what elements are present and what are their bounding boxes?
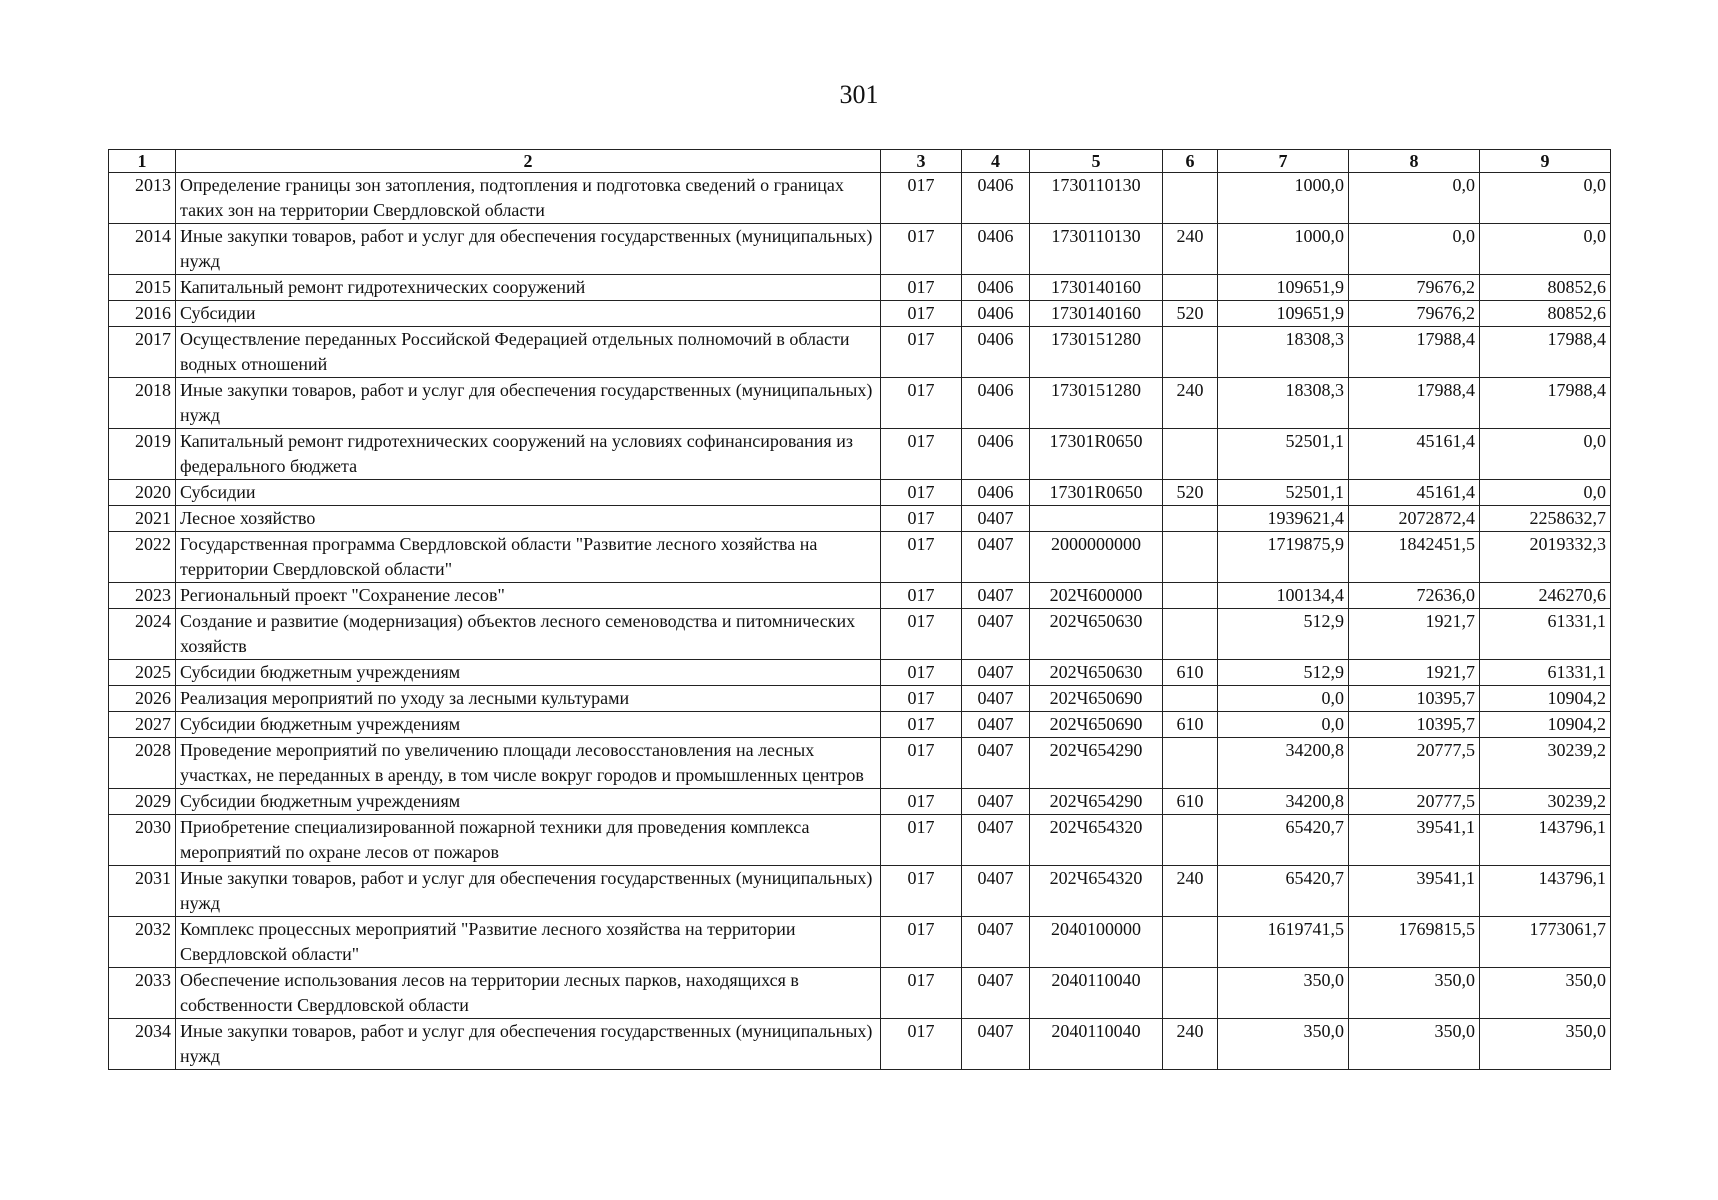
cell-col4: 0407 [962, 686, 1030, 712]
cell-col4: 0406 [962, 173, 1030, 224]
cell-col4: 0406 [962, 224, 1030, 275]
row-name: Проведение мероприятий по увеличению площади лесовосстановления на лесных участках, не переданных в аренду, в том числе вокруг городов и промышленных центров [176, 738, 881, 789]
row-number: 2014 [109, 224, 176, 275]
row-number: 2026 [109, 686, 176, 712]
cell-col4: 0406 [962, 378, 1030, 429]
cell-col7: 109651,9 [1218, 275, 1349, 301]
table-row [109, 686, 1611, 712]
cell-col9: 10904,2 [1480, 686, 1611, 712]
cell-col8: 2072872,4 [1349, 506, 1480, 532]
cell-col4: 0407 [962, 712, 1030, 738]
cell-col4: 0407 [962, 609, 1030, 660]
cell-col5: 2040110040 [1030, 968, 1163, 1019]
cell-col5: 1730151280 [1030, 327, 1163, 378]
cell-col9: 143796,1 [1480, 815, 1611, 866]
cell-col4: 0407 [962, 968, 1030, 1019]
cell-col6 [1163, 173, 1218, 224]
cell-col3: 017 [881, 968, 962, 1019]
row-name: Иные закупки товаров, работ и услуг для обеспечения государственных (муниципальных) нужд [176, 1019, 881, 1070]
row-number: 2032 [109, 917, 176, 968]
cell-col8: 45161,4 [1349, 480, 1480, 506]
cell-col6 [1163, 583, 1218, 609]
cell-col3: 017 [881, 480, 962, 506]
row-name: Комплекс процессных мероприятий "Развитие лесного хозяйства на территории Свердловской области" [176, 917, 881, 968]
cell-col4: 0406 [962, 327, 1030, 378]
header-row [109, 150, 1611, 173]
row-name: Обеспечение использования лесов на территории лесных парков, находящихся в собственности Свердловской области [176, 968, 881, 1019]
table-row [109, 968, 1611, 1019]
cell-col7: 34200,8 [1218, 738, 1349, 789]
cell-col9: 2258632,7 [1480, 506, 1611, 532]
cell-col4: 0406 [962, 275, 1030, 301]
row-number: 2023 [109, 583, 176, 609]
row-number: 2021 [109, 506, 176, 532]
cell-col8: 39541,1 [1349, 866, 1480, 917]
table-row [109, 301, 1611, 327]
cell-col3: 017 [881, 866, 962, 917]
row-name: Приобретение специализированной пожарной техники для проведения комплекса мероприятий по охране лесов от пожаров [176, 815, 881, 866]
cell-col4: 0407 [962, 789, 1030, 815]
row-name: Определение границы зон затопления, подтопления и подготовка сведений о границах таких зон на территории Свердловской области [176, 173, 881, 224]
row-name: Государственная программа Свердловской области "Развитие лесного хозяйства на территории Свердловской области" [176, 532, 881, 583]
cell-col8: 17988,4 [1349, 327, 1480, 378]
row-number: 2015 [109, 275, 176, 301]
cell-col3: 017 [881, 224, 962, 275]
cell-col9: 17988,4 [1480, 327, 1611, 378]
row-number: 2016 [109, 301, 176, 327]
cell-col7: 350,0 [1218, 968, 1349, 1019]
cell-col8: 10395,7 [1349, 686, 1480, 712]
cell-col6: 610 [1163, 789, 1218, 815]
cell-col4: 0406 [962, 301, 1030, 327]
row-name: Создание и развитие (модернизация) объектов лесного семеноводства и питомнических хозяйств [176, 609, 881, 660]
cell-col4: 0407 [962, 532, 1030, 583]
column-header: 7 [1218, 150, 1349, 173]
table-row [109, 660, 1611, 686]
cell-col6 [1163, 686, 1218, 712]
cell-col3: 017 [881, 583, 962, 609]
cell-col5: 1730140160 [1030, 275, 1163, 301]
row-name: Субсидии бюджетным учреждениям [176, 712, 881, 738]
cell-col7: 1719875,9 [1218, 532, 1349, 583]
cell-col3: 017 [881, 532, 962, 583]
row-number: 2031 [109, 866, 176, 917]
cell-col9: 350,0 [1480, 1019, 1611, 1070]
cell-col7: 1000,0 [1218, 173, 1349, 224]
cell-col9: 0,0 [1480, 480, 1611, 506]
cell-col5: 202Ч654320 [1030, 866, 1163, 917]
table-row [109, 224, 1611, 275]
cell-col8: 1921,7 [1349, 609, 1480, 660]
cell-col9: 0,0 [1480, 429, 1611, 480]
cell-col8: 20777,5 [1349, 738, 1480, 789]
cell-col4: 0407 [962, 1019, 1030, 1070]
cell-col9: 143796,1 [1480, 866, 1611, 917]
cell-col3: 017 [881, 609, 962, 660]
cell-col3: 017 [881, 275, 962, 301]
cell-col7: 0,0 [1218, 712, 1349, 738]
cell-col9: 61331,1 [1480, 609, 1611, 660]
cell-col7: 109651,9 [1218, 301, 1349, 327]
cell-col3: 017 [881, 738, 962, 789]
cell-col7: 52501,1 [1218, 429, 1349, 480]
table-row [109, 378, 1611, 429]
column-header: 2 [176, 150, 881, 173]
cell-col5: 1730110130 [1030, 224, 1163, 275]
table-row [109, 173, 1611, 224]
row-number: 2027 [109, 712, 176, 738]
cell-col6: 240 [1163, 378, 1218, 429]
cell-col7: 18308,3 [1218, 327, 1349, 378]
row-number: 2030 [109, 815, 176, 866]
cell-col8: 0,0 [1349, 224, 1480, 275]
cell-col5: 1730151280 [1030, 378, 1163, 429]
table-row [109, 583, 1611, 609]
cell-col8: 10395,7 [1349, 712, 1480, 738]
column-header: 9 [1480, 150, 1611, 173]
table-row [109, 506, 1611, 532]
row-name: Капитальный ремонт гидротехнических сооружений [176, 275, 881, 301]
row-name: Иные закупки товаров, работ и услуг для обеспечения государственных (муниципальных) нужд [176, 866, 881, 917]
cell-col5: 202Ч654290 [1030, 738, 1163, 789]
table-body [109, 173, 1611, 1070]
cell-col6 [1163, 429, 1218, 480]
row-number: 2034 [109, 1019, 176, 1070]
row-name: Иные закупки товаров, работ и услуг для обеспечения государственных (муниципальных) нужд [176, 378, 881, 429]
cell-col9: 80852,6 [1480, 301, 1611, 327]
cell-col3: 017 [881, 429, 962, 480]
cell-col6 [1163, 738, 1218, 789]
cell-col4: 0407 [962, 583, 1030, 609]
cell-col8: 350,0 [1349, 968, 1480, 1019]
cell-col7: 512,9 [1218, 609, 1349, 660]
column-header: 8 [1349, 150, 1480, 173]
table-row [109, 738, 1611, 789]
row-name: Субсидии [176, 480, 881, 506]
cell-col5: 202Ч654290 [1030, 789, 1163, 815]
cell-col5: 2000000000 [1030, 532, 1163, 583]
cell-col5: 17301R0650 [1030, 480, 1163, 506]
row-number: 2017 [109, 327, 176, 378]
row-number: 2033 [109, 968, 176, 1019]
cell-col3: 017 [881, 789, 962, 815]
cell-col9: 30239,2 [1480, 789, 1611, 815]
cell-col7: 0,0 [1218, 686, 1349, 712]
cell-col8: 1769815,5 [1349, 917, 1480, 968]
cell-col4: 0407 [962, 506, 1030, 532]
cell-col7: 100134,4 [1218, 583, 1349, 609]
cell-col9: 246270,6 [1480, 583, 1611, 609]
cell-col5: 1730110130 [1030, 173, 1163, 224]
cell-col9: 61331,1 [1480, 660, 1611, 686]
cell-col9: 0,0 [1480, 173, 1611, 224]
cell-col6: 240 [1163, 866, 1218, 917]
cell-col9: 10904,2 [1480, 712, 1611, 738]
cell-col8: 1921,7 [1349, 660, 1480, 686]
cell-col5: 202Ч650690 [1030, 712, 1163, 738]
cell-col5: 202Ч600000 [1030, 583, 1163, 609]
row-name: Лесное хозяйство [176, 506, 881, 532]
row-number: 2028 [109, 738, 176, 789]
cell-col3: 017 [881, 1019, 962, 1070]
cell-col3: 017 [881, 301, 962, 327]
cell-col8: 350,0 [1349, 1019, 1480, 1070]
cell-col8: 17988,4 [1349, 378, 1480, 429]
cell-col7: 18308,3 [1218, 378, 1349, 429]
cell-col3: 017 [881, 686, 962, 712]
cell-col8: 79676,2 [1349, 301, 1480, 327]
table-row [109, 866, 1611, 917]
cell-col9: 17988,4 [1480, 378, 1611, 429]
cell-col6 [1163, 506, 1218, 532]
cell-col7: 52501,1 [1218, 480, 1349, 506]
column-header: 1 [109, 150, 176, 173]
cell-col6: 610 [1163, 712, 1218, 738]
page-number: 301 [839, 80, 879, 109]
cell-col3: 017 [881, 712, 962, 738]
cell-col8: 45161,4 [1349, 429, 1480, 480]
cell-col6 [1163, 532, 1218, 583]
cell-col6: 520 [1163, 301, 1218, 327]
cell-col7: 65420,7 [1218, 815, 1349, 866]
cell-col7: 350,0 [1218, 1019, 1349, 1070]
cell-col7: 34200,8 [1218, 789, 1349, 815]
table-row [109, 275, 1611, 301]
row-number: 2029 [109, 789, 176, 815]
cell-col3: 017 [881, 378, 962, 429]
cell-col5: 202Ч650630 [1030, 660, 1163, 686]
row-name: Субсидии [176, 301, 881, 327]
row-number: 2024 [109, 609, 176, 660]
table-row [109, 327, 1611, 378]
cell-col6: 520 [1163, 480, 1218, 506]
row-name: Субсидии бюджетным учреждениям [176, 660, 881, 686]
cell-col4: 0406 [962, 480, 1030, 506]
table-row [109, 1019, 1611, 1070]
cell-col5: 202Ч650690 [1030, 686, 1163, 712]
cell-col5: 202Ч650630 [1030, 609, 1163, 660]
cell-col9: 1773061,7 [1480, 917, 1611, 968]
cell-col8: 1842451,5 [1349, 532, 1480, 583]
row-name: Капитальный ремонт гидротехнических сооружений на условиях софинансирования из федерального бюджета [176, 429, 881, 480]
cell-col4: 0407 [962, 660, 1030, 686]
cell-col6 [1163, 968, 1218, 1019]
row-name: Реализация мероприятий по уходу за лесными культурами [176, 686, 881, 712]
cell-col9: 2019332,3 [1480, 532, 1611, 583]
cell-col6 [1163, 917, 1218, 968]
cell-col9: 350,0 [1480, 968, 1611, 1019]
cell-col7: 512,9 [1218, 660, 1349, 686]
cell-col7: 65420,7 [1218, 866, 1349, 917]
cell-col3: 017 [881, 327, 962, 378]
cell-col3: 017 [881, 173, 962, 224]
table-row [109, 609, 1611, 660]
cell-col4: 0407 [962, 738, 1030, 789]
table-row [109, 532, 1611, 583]
cell-col3: 017 [881, 506, 962, 532]
cell-col6 [1163, 815, 1218, 866]
row-name: Осуществление переданных Российской Федерацией отдельных полномочий в области водных отношений [176, 327, 881, 378]
cell-col9: 30239,2 [1480, 738, 1611, 789]
cell-col6: 240 [1163, 1019, 1218, 1070]
cell-col6: 610 [1163, 660, 1218, 686]
cell-col5 [1030, 506, 1163, 532]
table-row [109, 815, 1611, 866]
cell-col8: 39541,1 [1349, 815, 1480, 866]
cell-col3: 017 [881, 660, 962, 686]
row-number: 2013 [109, 173, 176, 224]
column-header: 3 [881, 150, 962, 173]
cell-col5: 1730140160 [1030, 301, 1163, 327]
row-name: Субсидии бюджетным учреждениям [176, 789, 881, 815]
cell-col3: 017 [881, 917, 962, 968]
cell-col9: 0,0 [1480, 224, 1611, 275]
cell-col4: 0407 [962, 866, 1030, 917]
table-row [109, 789, 1611, 815]
table-row [109, 480, 1611, 506]
budget-table [108, 149, 1611, 1070]
cell-col6 [1163, 609, 1218, 660]
cell-col7: 1619741,5 [1218, 917, 1349, 968]
table-row [109, 917, 1611, 968]
row-number: 2020 [109, 480, 176, 506]
cell-col6 [1163, 327, 1218, 378]
row-number: 2018 [109, 378, 176, 429]
cell-col6 [1163, 275, 1218, 301]
cell-col6: 240 [1163, 224, 1218, 275]
cell-col4: 0407 [962, 917, 1030, 968]
cell-col7: 1000,0 [1218, 224, 1349, 275]
cell-col5: 2040110040 [1030, 1019, 1163, 1070]
cell-col8: 0,0 [1349, 173, 1480, 224]
cell-col8: 20777,5 [1349, 789, 1480, 815]
column-header: 5 [1030, 150, 1163, 173]
cell-col8: 79676,2 [1349, 275, 1480, 301]
column-header: 6 [1163, 150, 1218, 173]
cell-col4: 0407 [962, 815, 1030, 866]
row-number: 2022 [109, 532, 176, 583]
row-name: Региональный проект "Сохранение лесов" [176, 583, 881, 609]
row-number: 2019 [109, 429, 176, 480]
table-row [109, 712, 1611, 738]
cell-col5: 202Ч654320 [1030, 815, 1163, 866]
cell-col9: 80852,6 [1480, 275, 1611, 301]
cell-col7: 1939621,4 [1218, 506, 1349, 532]
table-row [109, 429, 1611, 480]
cell-col5: 2040100000 [1030, 917, 1163, 968]
row-name: Иные закупки товаров, работ и услуг для обеспечения государственных (муниципальных) нужд [176, 224, 881, 275]
cell-col4: 0406 [962, 429, 1030, 480]
row-number: 2025 [109, 660, 176, 686]
cell-col8: 72636,0 [1349, 583, 1480, 609]
column-header: 4 [962, 150, 1030, 173]
cell-col5: 17301R0650 [1030, 429, 1163, 480]
cell-col3: 017 [881, 815, 962, 866]
